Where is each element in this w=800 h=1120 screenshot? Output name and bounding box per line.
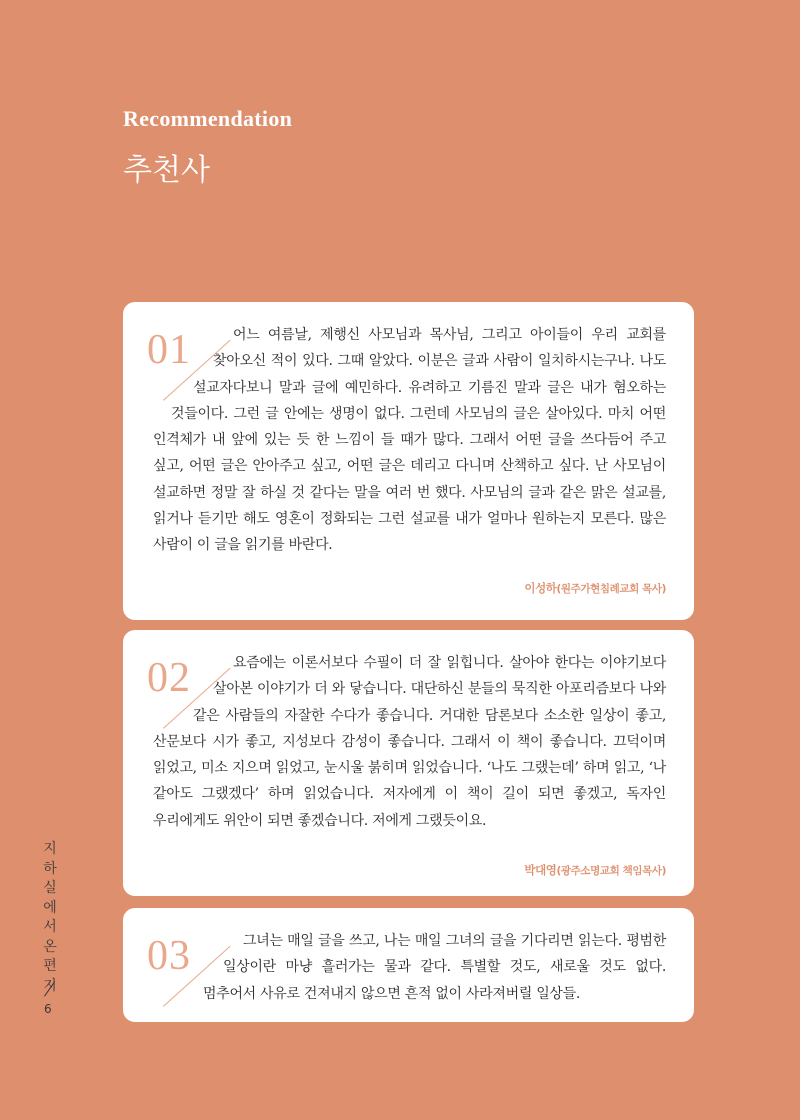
recommendation-attribution (524, 862, 666, 878)
recommendation-card-1 (123, 302, 694, 620)
author-affiliation: (광주소명교회 책임목사) (556, 865, 666, 877)
page-number: 6 (44, 1002, 52, 1016)
author-affiliation: (원주가현침례교회 목사) (556, 583, 666, 595)
recommendation-text: 그녀는 매일 글을 쓰고, 나는 매일 그녀의 글을 기다리면 읽는다. 평범한 일상이란 마냥 흘러가는 물과 같다. 특별할 것도, 새로울 것도 없다. 멈추어서 사유로 건져내지 않으면 흔적 없이 사라져버릴 일상들. (203, 933, 666, 1002)
card-number: 03 (147, 933, 191, 979)
recommendation-text: 요즘에는 이론서보다 수필이 더 잘 읽힙니다. 살아야 한다는 이야기보다 살아본 이야기가 더 와 닿습니다. 대단하신 분들의 묵직한 아포리즘보다 나와 같은 사람들의 자잘한 수다가 좋습니다. 거대한 담론보다 소소한 일상이 좋고, 산문보다 시가 좋고, 지성보다 감성이 좋습니다. 그래서 이 책이 좋습니다. 끄덕이며 읽었고, 미소 지으며 읽었고, 눈시울 붉히며 읽었습니다. ‘나도 그랬는데’ 하며 읽고, ‘나 같아도 그랬겠다’ 하며 읽었습니다. 저자에게 이 책이 길이 되면 좋겠고, 독자인 우리에게도 위안이 되면 좋겠습니다. 저에게 그랬듯이요. (153, 655, 666, 829)
side-book-title: 지 하 실 에 서 온 편 지 (43, 841, 57, 994)
author-name: 이성하 (524, 581, 557, 595)
recommendation-card-3 (123, 908, 694, 1022)
header-english-title: Recommendation (123, 106, 293, 131)
recommendation-card-2 (123, 630, 694, 896)
author-name: 박대영 (524, 863, 557, 877)
card-number: 02 (147, 655, 191, 701)
card-number: 01 (147, 327, 191, 373)
header-korean-title: 추천사 (123, 153, 210, 188)
recommendation-text: 어느 여름날, 제행신 사모님과 목사님, 그리고 아이들이 우리 교회를 찾아오신 적이 있다. 그때 알았다. 이분은 글과 사람이 일치하시는구나. 나도 설교자다보니 말과 글에 예민하다. 유려하고 기름진 말과 글은 내가 혐오하는 것들이다. 그런 글 안에는 생명이 없다. 그런데 사모님의 글은 살아있다. 마치 어떤 인격체가 내 앞에 있는 듯 한 느낌이 들 때가 많다. 그래서 어떤 글을 쓰다듬어 주고 싶고, 어떤 글은 안아주고 싶고, 어떤 글은 데리고 다니며 산책하고 싶다. 난 사모님이 설교하면 정말 잘 하실 것 같다는 말을 여러 번 했다. 사모님의 글과 같은 맑은 설교를, 읽거나 듣기만 해도 영혼이 정화되는 그런 설교를 내가 얼마나 원하는지 모른다. 많은 사람이 이 글을 읽기를 바란다. (153, 327, 666, 554)
recommendation-attribution (524, 580, 666, 596)
